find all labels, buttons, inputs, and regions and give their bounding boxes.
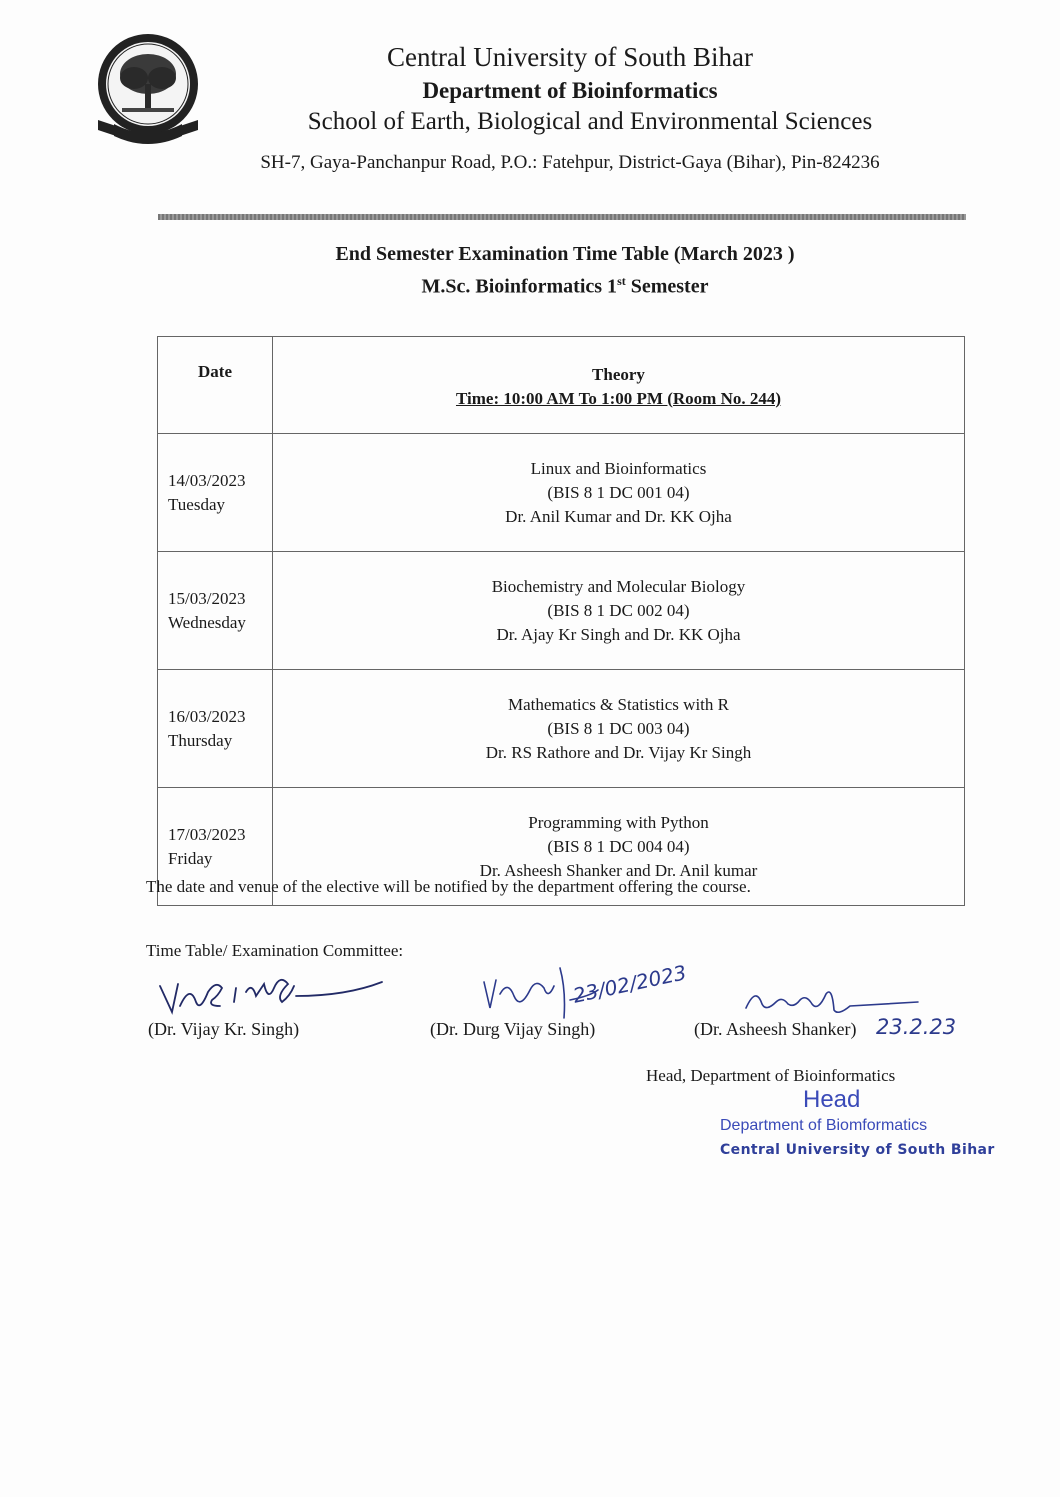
course-name: Biochemistry and Molecular Biology [491, 576, 746, 596]
course-name: Linux and Bioinformatics [530, 458, 707, 478]
course-code: (BIS 8 1 DC 001 04) [547, 482, 690, 502]
date-cell [158, 434, 273, 552]
exam-title: End Semester Examination Time Table (March 2023 ) [335, 243, 795, 265]
elective-note: The date and venue of the elective will be notified by the department offering the course. [146, 877, 751, 896]
exam-day: Wednesday [168, 612, 246, 632]
exam-day: Friday [168, 848, 213, 868]
course-cell [273, 434, 965, 552]
date-cell [158, 552, 273, 670]
exam-subtitle [160, 274, 970, 299]
course-examiners: Dr. Asheesh Shanker and Dr. Anil kumar [479, 860, 758, 880]
university-name: Central University of South Bihar [387, 42, 753, 72]
exam-subtitle-sup: st [617, 274, 626, 288]
exam-date: 15/03/2023 [168, 588, 246, 608]
exam-subtitle-prefix: M.Sc. Bioinformatics 1 [421, 275, 618, 298]
exam-date: 17/03/2023 [168, 824, 246, 844]
course-examiners: Dr. Ajay Kr Singh and Dr. KK Ojha [496, 624, 741, 644]
course-cell [273, 552, 965, 670]
signatory-name: (Dr. Durg Vijay Singh) [430, 1019, 596, 1039]
handwritten-date-durg: 23/02/2023 [570, 960, 689, 1008]
table-row [158, 552, 965, 670]
header-divider [158, 214, 966, 220]
date-cell [158, 670, 273, 788]
date-column-header: Date [158, 337, 273, 434]
course-examiners: Dr. Anil Kumar and Dr. KK Ojha [505, 506, 732, 526]
course-name: Mathematics & Statistics with R [508, 694, 729, 714]
exam-day: Thursday [168, 730, 233, 750]
head-designation: Head, Department of Bioinformatics [646, 1066, 896, 1085]
course-name: Programming with Python [528, 812, 709, 832]
signature-vijay-kr-singh [156, 962, 388, 1018]
course-code: (BIS 8 1 DC 004 04) [547, 836, 690, 856]
stamp-head: Head [803, 1086, 861, 1113]
exam-day: Tuesday [168, 494, 225, 514]
course-code: (BIS 8 1 DC 002 04) [547, 600, 690, 620]
stamp-department: Department of Biomformatics [720, 1117, 928, 1134]
committee-label: Time Table/ Examination Committee: [146, 941, 404, 960]
exam-date: 16/03/2023 [168, 706, 246, 726]
theory-column-header [273, 337, 965, 434]
department-name: Department of Bioinformatics [422, 78, 718, 103]
school-name: School of Earth, Biological and Environmental Sciences [307, 108, 873, 135]
exam-time-room: Time: 10:00 AM To 1:00 PM (Room No. 244) [455, 388, 782, 408]
stamp-university: Central University of South Bihar [720, 1142, 995, 1158]
course-code: (BIS 8 1 DC 003 04) [547, 718, 690, 738]
exam-subtitle-suffix: Semester [625, 275, 709, 298]
exam-timetable [157, 336, 965, 906]
signatory-name: (Dr. Asheesh Shanker) [694, 1019, 857, 1039]
course-cell [273, 670, 965, 788]
university-logo [92, 28, 200, 150]
handwritten-date-asheesh: 23.2.23 [876, 1015, 957, 1039]
exam-date: 14/03/2023 [168, 470, 246, 490]
signatory-name: (Dr. Vijay Kr. Singh) [148, 1019, 300, 1039]
table-row [158, 670, 965, 788]
theory-header-label: Theory [592, 364, 645, 384]
course-examiners: Dr. RS Rathore and Dr. Vijay Kr Singh [485, 742, 752, 762]
table-header-row [158, 337, 965, 434]
table-row [158, 434, 965, 552]
university-address: SH-7, Gaya-Panchanpur Road, P.O.: Fatehpur, District-Gaya (Bihar), Pin-824236 [260, 152, 880, 173]
